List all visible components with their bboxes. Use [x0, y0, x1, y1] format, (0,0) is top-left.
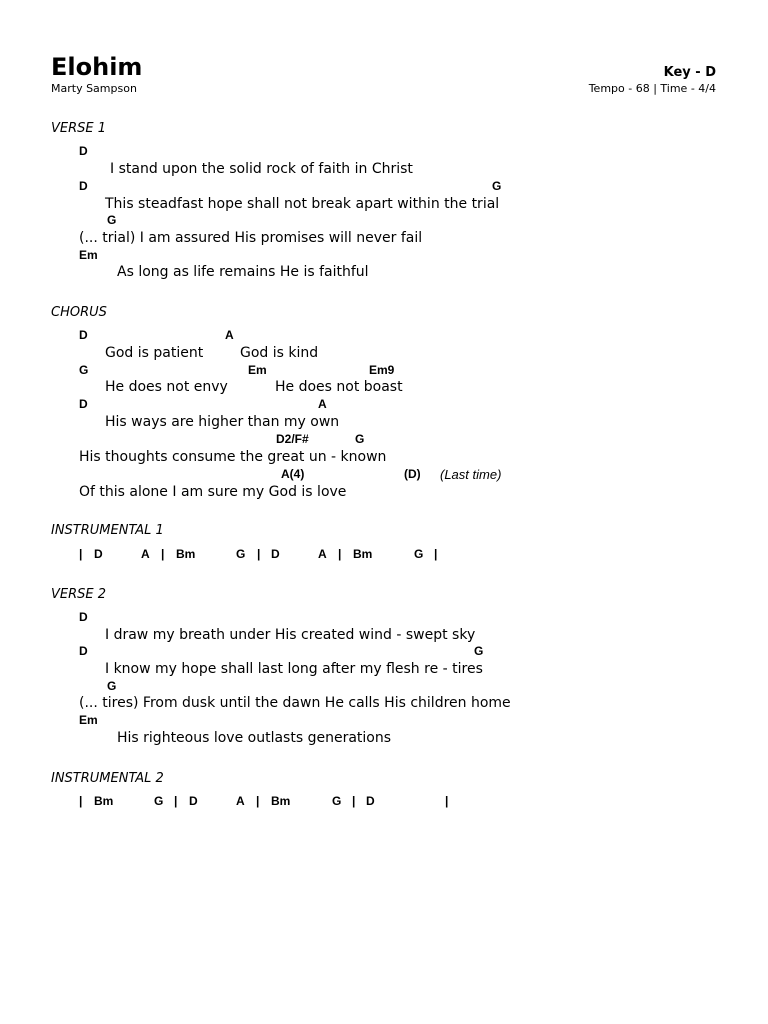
chord: Bm — [271, 794, 291, 808]
section-heading-instrumental2: INSTRUMENTAL 2 — [51, 771, 164, 786]
lyric-line: His righteous love outlasts generations — [117, 730, 392, 746]
chord: A — [318, 547, 327, 561]
song-title: Elohim — [51, 53, 143, 81]
chord: Em — [79, 713, 98, 727]
song-key: Key - D — [663, 65, 716, 80]
chord: A — [236, 794, 245, 808]
lyric-line: I know my hope shall last long after my flesh re - tires — [105, 661, 483, 677]
chord: Em — [248, 363, 267, 377]
chord: D — [366, 794, 375, 808]
lyric-line: His thoughts consume the great un - known — [79, 449, 387, 465]
bar-line: | — [338, 547, 342, 561]
section-heading-verse1: VERSE 1 — [51, 121, 107, 136]
chord: G — [474, 644, 484, 658]
chord: G — [107, 679, 117, 693]
chord: D — [79, 328, 88, 342]
lyric-line: God is kind — [240, 345, 319, 361]
chord: G — [414, 547, 424, 561]
chord: G — [492, 179, 502, 193]
chord: D — [79, 644, 88, 658]
lyric-line: God is patient — [105, 345, 204, 361]
section-heading-verse2: VERSE 2 — [51, 587, 107, 602]
song-tempo-time: Tempo - 68 | Time - 4/4 — [588, 82, 716, 95]
chord: G — [107, 213, 117, 227]
bar-line: | — [161, 547, 165, 561]
chord: D — [94, 547, 103, 561]
bar-line: | — [434, 547, 438, 561]
bar-line: | — [79, 794, 83, 808]
chord: (D) — [404, 467, 421, 481]
chord: G — [236, 547, 246, 561]
lyric-line: He does not boast — [275, 379, 403, 395]
chord: A(4) — [281, 467, 305, 481]
lyric-line: (... tires) From dusk until the dawn He calls His children home — [79, 695, 511, 711]
lyric-line: (... trial) I am assured His promises will never fail — [79, 230, 423, 246]
bar-line: | — [174, 794, 178, 808]
lyric-line: This steadfast hope shall not break apart within the trial — [105, 196, 500, 212]
chord: A — [225, 328, 234, 342]
lyric-line: Of this alone I am sure my God is love — [79, 484, 347, 500]
chord: Bm — [176, 547, 196, 561]
chord: D — [79, 144, 88, 158]
bar-line: | — [79, 547, 83, 561]
chord: G — [355, 432, 365, 446]
bar-line: | — [352, 794, 356, 808]
bar-line: | — [445, 794, 449, 808]
section-heading-instrumental1: INSTRUMENTAL 1 — [51, 523, 164, 538]
lyric-line: His ways are higher than my own — [105, 414, 340, 430]
section-heading-chorus: CHORUS — [51, 305, 107, 320]
chord: D — [271, 547, 280, 561]
lyric-line: He does not envy — [105, 379, 228, 395]
chord: G — [79, 363, 89, 377]
chord: D — [79, 610, 88, 624]
chord: Em9 — [369, 363, 395, 377]
chord: G — [154, 794, 164, 808]
lyric-line: As long as life remains He is faithful — [117, 264, 369, 280]
chord: Bm — [94, 794, 114, 808]
chord: A — [141, 547, 150, 561]
chord: Em — [79, 248, 98, 262]
chord: D — [79, 397, 88, 411]
song-artist: Marty Sampson — [51, 82, 137, 95]
chord: D2/F# — [276, 432, 309, 446]
chord: Bm — [353, 547, 373, 561]
chord: D — [189, 794, 198, 808]
lyric-line: I stand upon the solid rock of faith in Christ — [110, 161, 413, 177]
bar-line: | — [256, 794, 260, 808]
chord: D — [79, 179, 88, 193]
bar-line: | — [257, 547, 261, 561]
chord: A — [318, 397, 327, 411]
lyric-line: I draw my breath under His created wind - swept sky — [105, 627, 476, 643]
chord: G — [332, 794, 342, 808]
performance-note: (Last time) — [440, 467, 502, 482]
